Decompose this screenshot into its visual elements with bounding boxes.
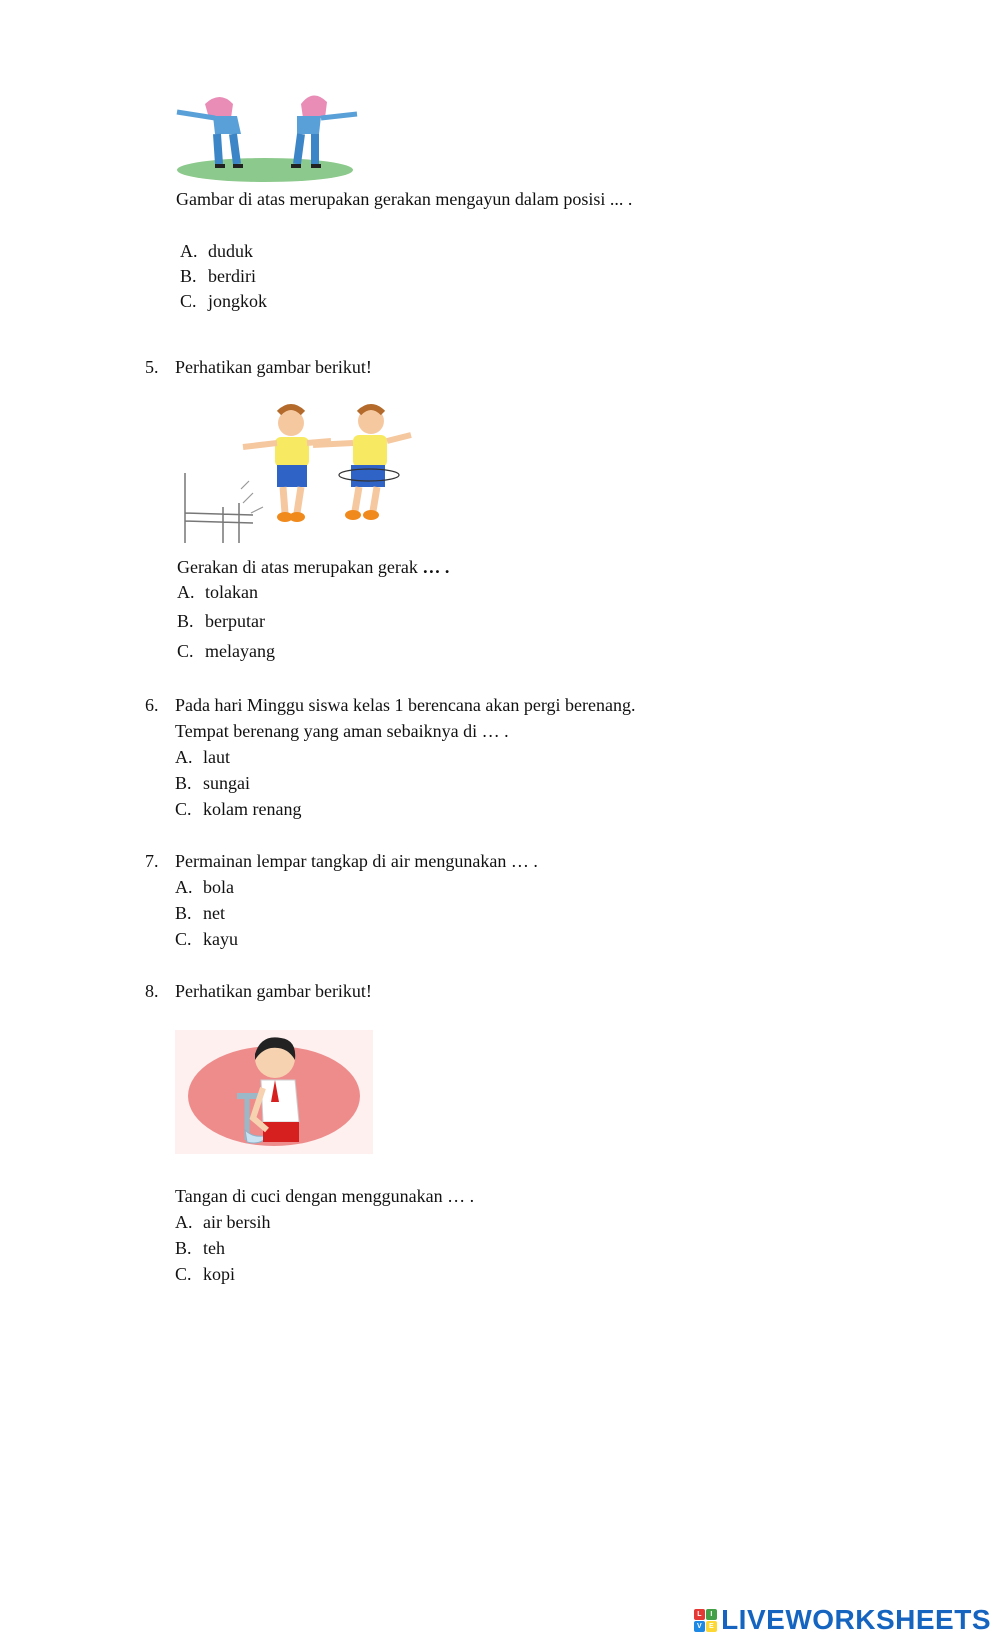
q4-option-b[interactable]: B. berdiri [180,266,256,286]
logo-square-l: L [694,1609,705,1620]
logo-text: LIVEWORKSHEETS [721,1604,991,1635]
logo-square-i: I [706,1609,717,1620]
logo-square-e: E [706,1621,717,1632]
q7-option-a[interactable]: A. bola [175,877,234,897]
q8-option-a[interactable]: A. air bersih [175,1212,271,1232]
q4-option-c[interactable]: C. jongkok [180,291,268,311]
handwashing-boy-illustration [175,1030,373,1154]
q6-line2: Tempat berenang yang aman sebaiknya di … . [175,721,509,741]
q8-option-c[interactable]: C. kopi [175,1264,236,1284]
q6-line1: 6. Pada hari Minggu siswa kelas 1 berencana akan pergi berenang. [145,695,636,715]
q7-question: 7. Permainan lempar tangkap di air mengunakan … . [145,851,538,871]
liveworksheets-logo[interactable] [694,1600,991,1640]
q7-option-b[interactable]: B. net [175,903,225,923]
q8-option-b[interactable]: B. teh [175,1238,225,1258]
q4-question: Gambar di atas merupakan gerakan mengayun dalam posisi ... . [176,189,633,209]
q8-question: Tangan di cuci dengan menggunakan … . [175,1186,475,1206]
q6-option-a[interactable]: A. laut [175,747,230,767]
q5-option-a[interactable]: A. tolakan [177,582,258,602]
q4-option-a[interactable]: A. duduk [180,241,253,261]
q6-option-c[interactable]: C. kolam renang [175,799,302,819]
q5-option-c[interactable]: C. melayang [177,641,275,661]
q5-question: Gerakan di atas merupakan gerak … . [177,557,450,577]
q8-intro: 8. Perhatikan gambar berikut! [145,981,372,1001]
swinging-girls-illustration [175,90,365,190]
q6-option-b[interactable]: B. sungai [175,773,250,793]
q7-option-c[interactable]: C. kayu [175,929,238,949]
logo-icon [694,1609,717,1632]
jumping-boys-illustration [183,403,413,553]
logo-square-v: V [694,1621,705,1632]
q5-option-b[interactable]: B. berputar [177,611,265,631]
q5-intro: 5. Perhatikan gambar berikut! [145,357,372,377]
